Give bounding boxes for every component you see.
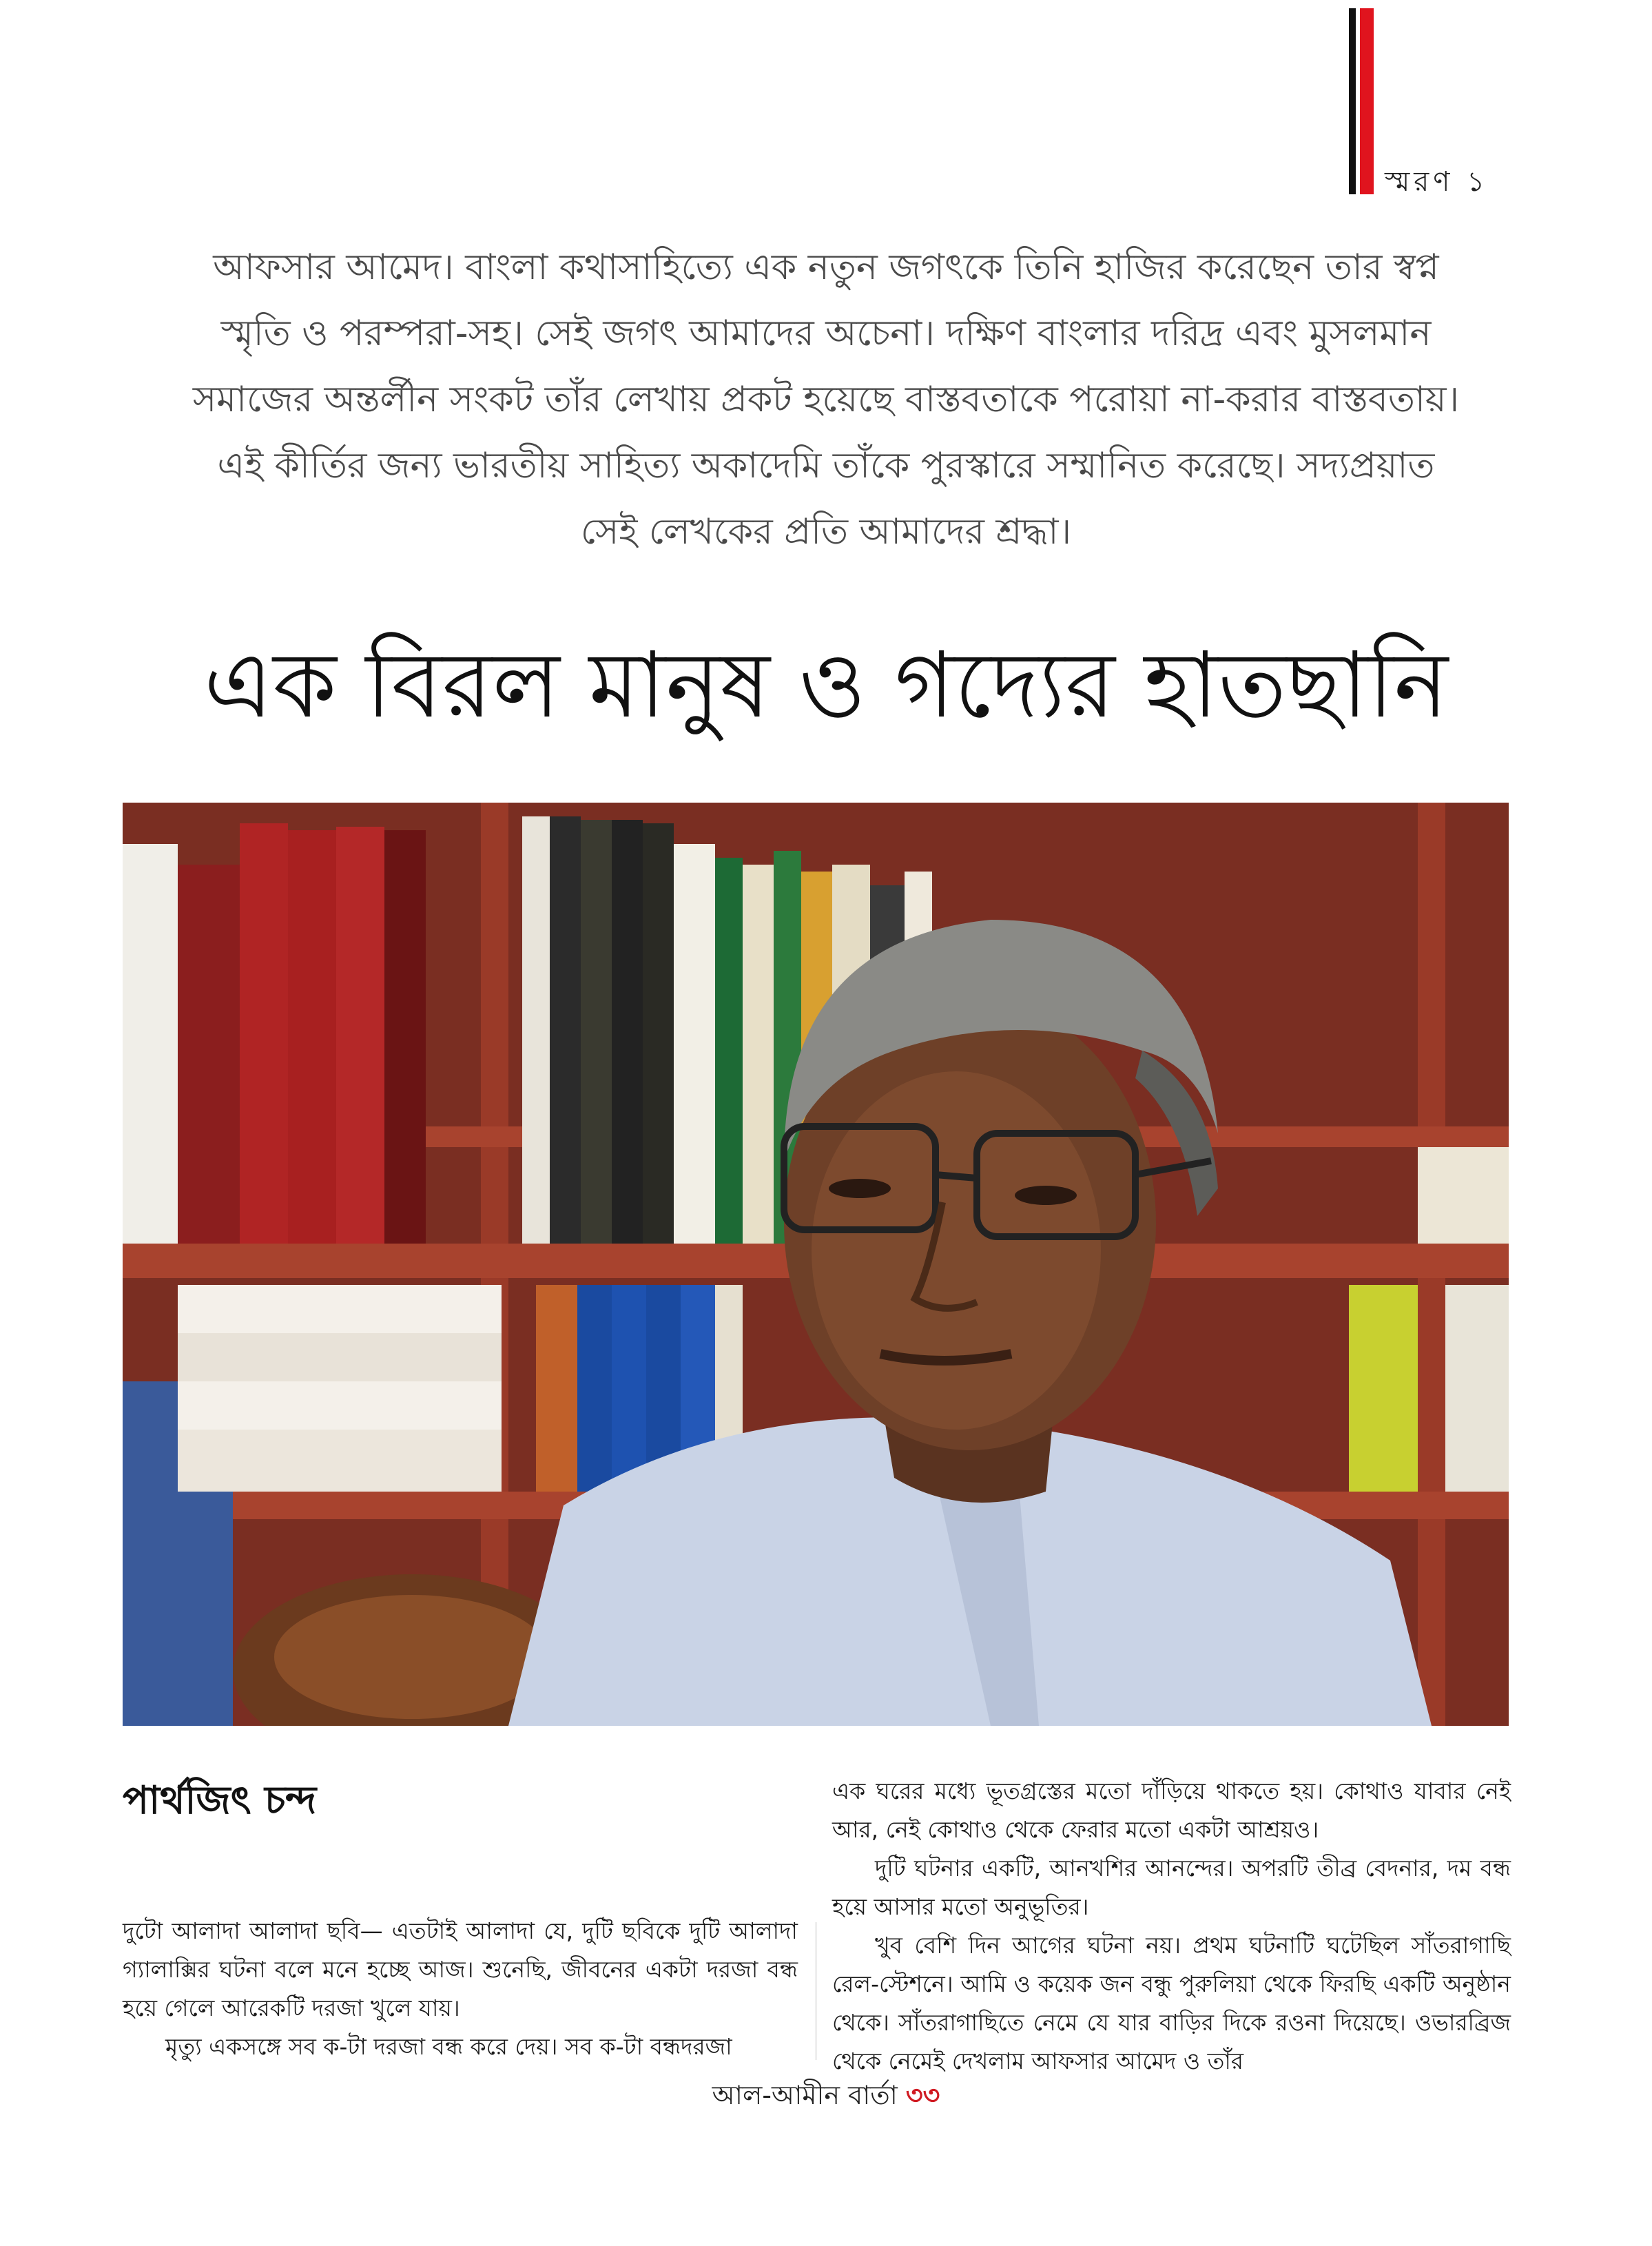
article-paragraph: দুটি ঘটনার একটি, আনখশির আনন্দের। অপরটি তীব্র বেদনার, দম বন্ধ হয়ে আসার মতো অনুভূতির। — [832, 1855, 1511, 1920]
article-paragraph: মৃত্যু একসঙ্গে সব ক-টা দরজা বন্ধ করে দেয়। সব ক-টা বন্ধদরজা — [165, 2033, 732, 2060]
intro-line: সেই লেখকের প্রতি আমাদের শ্রদ্ধা। — [580, 511, 1072, 553]
section-marker-red-bar — [1360, 8, 1374, 194]
intro-line: আফসার আমেদ। বাংলা কথাসাহিত্যে এক নতুন জগৎকে তিনি হাজির করেছেন তার স্বপ্ন — [213, 247, 1439, 288]
intro-line: সমাজের অন্তর্লীন সংকট তাঁর লেখায় প্রকট হয়েছে বাস্তবতাকে পরোয়া না-করার বাস্তবতায়। — [192, 379, 1460, 420]
intro-line: স্মৃতি ও পরম্পরা-সহ। সেই জগৎ আমাদের অচেনা। দক্ষিণ বাংলার দরিদ্র এবং মুসলমান — [220, 313, 1432, 354]
page-number: ৩৩ — [905, 2080, 940, 2110]
article-column-left — [123, 1912, 798, 2066]
section-marker-black-bar — [1349, 8, 1356, 194]
portrait-illustration — [123, 803, 1509, 1726]
page-footer — [0, 2075, 1652, 2119]
article-column-right — [832, 1772, 1511, 2081]
author-portrait-photo — [123, 803, 1509, 1726]
intro-line: এই কীর্তির জন্য ভারতীয় সাহিত্য অকাদেমি তাঁকে পুরস্কারে সম্মানিত করেছে। সদ্যপ্রয়াত — [217, 445, 1435, 486]
section-label: স্মরণ ১ — [1385, 166, 1489, 198]
intro-standfirst — [103, 234, 1549, 565]
article-paragraph: খুব বেশি দিন আগের ঘটনা নয়। প্রথম ঘটনাটি ঘটেছিল সাঁতরাগাছি রেল-স্টেশনে। আমি ও কয়েক জন বন্ধু পুরুলিয়া থেকে ফিরছি একটি অনুষ্ঠান থেকে। সাঁতরাগাছিতে নেমে যে যার বাড়ির দিকে রওনা দিয়েছে। ওভারব্রিজ থেকে নেমেই দেখলাম আফসার আমেদ ও তাঁর — [832, 1932, 1511, 2074]
article-headline: এক বিরল মানুষ ও গদ্যের হাতছানি — [203, 632, 1449, 739]
article-paragraph: এক ঘরের মধ্যে ভূতগ্রস্তের মতো দাঁড়িয়ে থাকতে হয়। কোথাও যাবার নেই আর, নেই কোথাও থেকে ফেরার মতো একটা আশ্রয়ও। — [832, 1778, 1511, 1843]
author-byline: পার্থজিৎ চন্দ — [123, 1778, 317, 1823]
magazine-name: আল-আমীন বার্তা — [712, 2080, 898, 2110]
article-paragraph: দুটো আলাদা আলাদা ছবি— এতটাই আলাদা যে, দুটি ছবিকে দুটি আলাদা গ্যালাক্সির ঘটনা বলে মনে হচ্ছে আজ। শুনেছি, জীবনের একটা দরজা বন্ধ হয়ে গেলে আরেকটি দরজা খুলে যায়। — [123, 1917, 798, 2021]
